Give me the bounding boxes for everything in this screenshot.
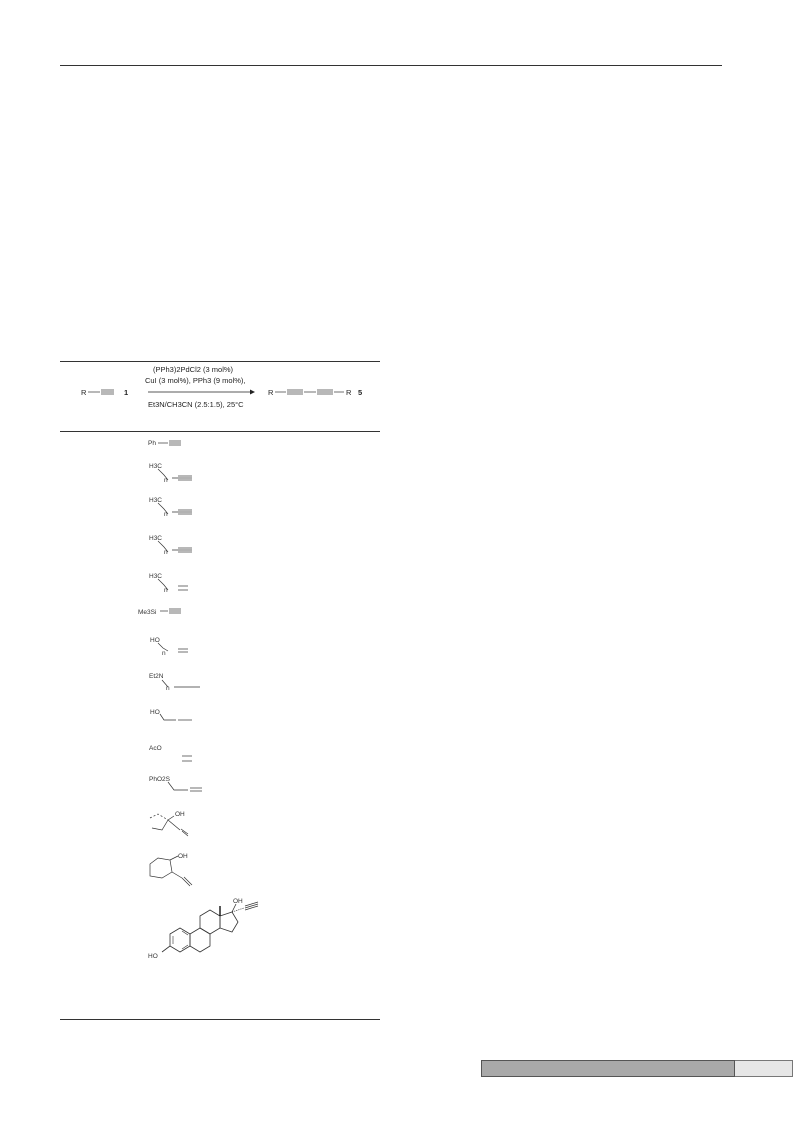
substrate-5 bbox=[140, 570, 200, 596]
svg-text:Me3Si: Me3Si bbox=[138, 609, 157, 616]
condition-line-1: (PPh3)2PdCl2 (3 mol%) bbox=[153, 365, 234, 374]
substrate-3 bbox=[140, 494, 200, 520]
svg-text:Ph: Ph bbox=[148, 440, 156, 447]
reaction-scheme bbox=[60, 362, 380, 432]
svg-text:Et2N: Et2N bbox=[149, 673, 164, 680]
substrate-14 bbox=[140, 892, 280, 972]
substrate-12 bbox=[140, 806, 210, 838]
substrate-11 bbox=[140, 774, 210, 794]
svg-text:H3C: H3C bbox=[149, 573, 163, 580]
svg-text:H3C: H3C bbox=[149, 497, 163, 504]
product-number: 5 bbox=[358, 388, 363, 397]
svg-text:n: n bbox=[164, 511, 168, 518]
substrate-10 bbox=[140, 742, 200, 766]
estradiol-ho-label: HO bbox=[148, 953, 158, 960]
condition-line-2: CuI (3 mol%), PPh3 (9 mol%), bbox=[145, 376, 246, 385]
svg-text:n: n bbox=[164, 549, 168, 556]
substrate-6 bbox=[140, 604, 200, 618]
reactant-r: R bbox=[81, 388, 87, 397]
substrate-4 bbox=[140, 532, 200, 558]
svg-text:H3C: H3C bbox=[149, 535, 163, 542]
svg-text:n: n bbox=[164, 477, 168, 484]
svg-text:OH: OH bbox=[178, 853, 188, 860]
footer-page-tab bbox=[735, 1060, 793, 1077]
condition-line-3: Et3N/CH3CN (2.5:1.5), 25°C bbox=[148, 400, 244, 409]
footer-bar bbox=[481, 1060, 735, 1077]
reactant-number: 1 bbox=[124, 388, 129, 397]
substrate-9 bbox=[140, 706, 200, 726]
svg-text:HO: HO bbox=[150, 709, 160, 716]
svg-text:AcO: AcO bbox=[149, 745, 162, 752]
header-rule bbox=[60, 65, 722, 66]
product-r-left: R bbox=[268, 388, 274, 397]
table-bottom-rule bbox=[60, 1019, 380, 1020]
substrate-1 bbox=[140, 436, 200, 450]
svg-text:OH: OH bbox=[175, 811, 185, 818]
substrate-7 bbox=[140, 634, 200, 658]
svg-text:PhO2S: PhO2S bbox=[149, 776, 170, 783]
svg-text:H3C: H3C bbox=[149, 463, 163, 470]
substrate-2 bbox=[140, 460, 200, 486]
svg-text:n: n bbox=[162, 650, 166, 657]
substrate-13 bbox=[140, 848, 210, 890]
estradiol-oh-label: OH bbox=[233, 898, 243, 905]
substrate-8 bbox=[140, 670, 210, 692]
svg-text:n: n bbox=[164, 587, 168, 594]
product-r-right: R bbox=[346, 388, 352, 397]
svg-text:HO: HO bbox=[150, 637, 160, 644]
svg-text:n: n bbox=[166, 685, 170, 692]
